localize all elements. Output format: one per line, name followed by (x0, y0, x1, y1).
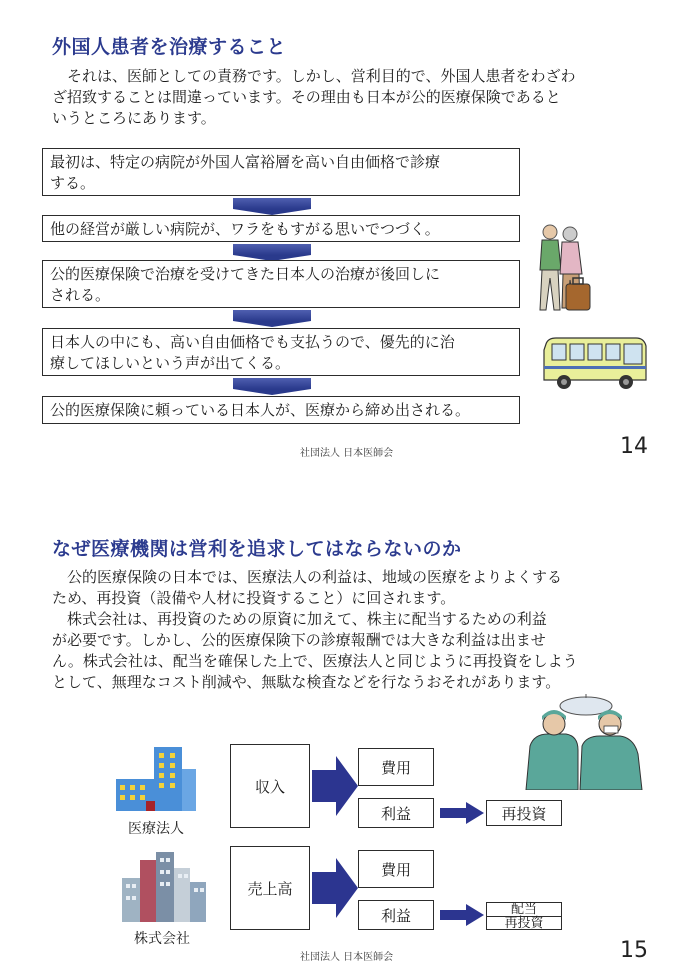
flow-step-3 (42, 260, 520, 308)
page-number: 14 (620, 434, 648, 459)
bus-illustration (540, 336, 650, 392)
reinvestment-label: 再投資 (504, 916, 544, 931)
sales-box: 売上高 (230, 846, 310, 930)
dividend-label: 配当 (487, 903, 561, 917)
paragraph-line: 株式会社は、再投資のための原資に加えて、株主に配当するための利益 (67, 610, 547, 628)
paragraph-line: として、無理なコスト削減や、無駄な検査などを行なうおそれがあります。 (52, 673, 561, 691)
flow-step-2 (42, 215, 520, 242)
paragraph-line: いうところにあります。 (52, 109, 216, 127)
reinvestment-box: 再投資 (486, 800, 562, 826)
dividend-reinvestment-box (486, 902, 562, 930)
paragraph-line: ん。株式会社は、配当を確保した上で、医療法人と同じように再投資をしよう (52, 652, 578, 670)
right-arrow-icon (440, 904, 484, 926)
cost-box: 費用 (358, 850, 434, 888)
intro-paragraph (52, 66, 576, 129)
right-arrow-icon (312, 756, 358, 816)
flow-step-text: 公的医療保険に頼っている日本人が、医療から締め出される。 (50, 401, 471, 419)
company-buildings-icon (118, 852, 210, 924)
flow-step-text: 日本人の中にも、高い自由価格でも支払うので、優先的に治 (50, 333, 455, 351)
right-arrow-icon (312, 858, 358, 918)
page-number: 15 (620, 938, 648, 963)
surgeons-illustration (520, 694, 648, 790)
flow-step-4 (42, 328, 520, 376)
down-arrow-icon (233, 244, 311, 255)
flow-step-5 (42, 396, 520, 424)
paragraph-line: 公的医療保険の日本では、医療法人の利益は、地域の医療をよりよくする (67, 568, 563, 586)
footer: 社団法人 日本医師会 (300, 952, 394, 963)
page-title: 外国人患者を治療すること (52, 36, 287, 58)
footer: 社団法人 日本医師会 (300, 448, 394, 459)
profit-box: 利益 (358, 900, 434, 930)
flow-step-text: する。 (50, 174, 96, 192)
flow-step-text: 他の経営が厳しい病院が、ワラをもすがる思いでつづく。 (50, 220, 440, 238)
flow-step-text: される。 (50, 286, 111, 304)
intro-paragraph (52, 567, 578, 693)
flow-step-text: 療してほしいという声が出てくる。 (50, 354, 291, 372)
down-arrow-icon (233, 378, 311, 389)
page-title: なぜ医療機関は営利を追求してはならないのか (52, 538, 462, 560)
flow-step-text: 最初は、特定の病院が外国人富裕層を高い自由価格で診療 (50, 153, 441, 171)
right-arrow-icon (440, 802, 484, 824)
medical-corp-label: 医療法人 (128, 821, 184, 837)
cost-box: 費用 (358, 748, 434, 786)
paragraph-line: ざ招致することは間違っています。その理由も日本が公的医療保険であると (52, 88, 561, 106)
hospital-building-icon (110, 745, 200, 813)
down-arrow-icon (233, 198, 311, 209)
flow-step-text: 公的医療保険で治療を受けてきた日本人の治療が後回しに (50, 265, 441, 283)
profit-box: 利益 (358, 798, 434, 828)
paragraph-line: それは、医師としての責務です。しかし、営利目的で、外国人患者をわざわ (67, 67, 576, 85)
paragraph-line: が必要です。しかし、公的医療保険下の診療報酬では大きな利益は出ませ (52, 631, 546, 649)
income-box: 収入 (230, 744, 310, 828)
travelers-illustration (528, 218, 598, 322)
down-arrow-icon (233, 310, 311, 321)
flow-step-1 (42, 148, 520, 196)
stock-company-label: 株式会社 (134, 931, 190, 947)
paragraph-line: ため、再投資（設備や人材に投資すること）に回されます。 (52, 589, 456, 607)
